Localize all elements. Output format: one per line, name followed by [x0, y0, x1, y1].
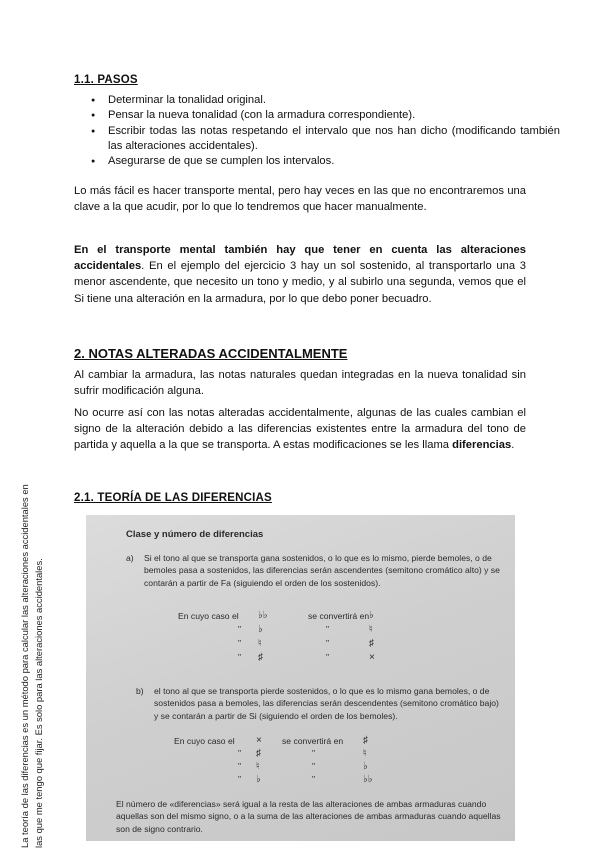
case-a-converts: se convertirá en: [308, 611, 370, 621]
ditto-mark: ": [238, 624, 242, 634]
ditto-mark: ": [326, 624, 330, 634]
double-sharp-symbol: ×: [256, 735, 262, 746]
paragraph-natural-notes: Al cambiar la armadura, las notas naturales quedan integradas en la nueva tonalidad sin sufrir modificación alguna.: [74, 369, 526, 398]
photo-heading: Clase y número de diferencias: [126, 529, 264, 540]
ditto-mark: ": [238, 748, 242, 758]
ditto-mark: ": [238, 652, 242, 662]
sharp-symbol: ♯: [363, 735, 368, 746]
ditto-mark: ": [238, 638, 242, 648]
photo-footer-text: El número de «diferencias» será igual a la resta de las alteraciones de ambas armaduras cuando aquellas son del mismo signo, o a la suma de las alteraciones de ambas armaduras cuando aquellas son de signo contrario.: [116, 799, 501, 834]
paragraph-mental-transport: Lo más fácil es hacer transporte mental, pero hay veces en las que no encontraremos una clave a la que acudir, por lo que lo tendremos que hacer manualmente.: [74, 185, 526, 214]
case-b-label: b): [136, 686, 144, 696]
section-2-1-title: 2.1. TEORÍA DE LAS DIFERENCIAS: [74, 492, 272, 504]
bold-term: diferencias: [452, 439, 512, 452]
paragraph-text: . En el ejemplo del ejercicio 3 hay un sol sostenido, al transportarlo una 3 menor ascendente, que necesito un tono y medio, y al subirlo una segunda, vemos que el Si tiene una alteración en la armadura, por lo que debo poner becuadro.: [74, 260, 526, 305]
bold-phrase: En el transporte mental también hay que tener en cuenta las alteraciones accidentales: [74, 244, 526, 273]
book-photo: [86, 515, 515, 841]
natural-symbol: ♮: [258, 638, 262, 649]
ditto-mark: ": [312, 761, 316, 771]
section-1-1-title: 1.1. PASOS: [74, 74, 138, 86]
list-item: ● Asegurarse de que se cumplen los intervalos.: [108, 154, 560, 169]
section-2-title: 2. NOTAS ALTERADAS ACCIDENTALMENTE: [74, 346, 348, 361]
sharp-symbol: ♯: [369, 638, 374, 649]
ditto-mark: ": [312, 748, 316, 758]
natural-symbol: ♮: [369, 624, 373, 635]
side-note-line: las que me tengo que fijar. Es solo para las alteraciones accidentales.: [33, 558, 44, 848]
paragraph-text: No ocurre así con las notas alteradas accidentalmente, algunas de las cuales cambian el signo de la alteración debido a las diferencias existentes entre la armadura del tono de partida y aquella a la que se transporta. A estas modificaciones se les llama: [74, 407, 526, 452]
case-b-text: el tono al que se transporta pierde sostenidos, o lo que es lo mismo gana bemoles, o de sostenidos pasa a bemoles, las diferencias serán descendentes (semitono cromático bajo) y se contarán a partir de Si (siguiendo el orden de los bemoles).: [154, 686, 499, 721]
case-b-table-head: En cuyo caso el: [174, 736, 235, 746]
flat-symbol: ♭: [258, 624, 263, 635]
list-item: ● Determinar la tonalidad original.: [108, 93, 560, 108]
flat-symbol: ♭: [369, 610, 374, 621]
ditto-mark: ": [238, 761, 242, 771]
sharp-symbol: ♯: [258, 652, 263, 663]
ditto-mark: ": [326, 638, 330, 648]
flat-symbol: ♭: [363, 761, 368, 772]
paragraph-accidentals: [74, 242, 526, 307]
case-a-table-head: En cuyo caso el: [178, 611, 239, 621]
list-item: ● Escribir todas las notas respetando el intervalo que nos han dicho (modificando también las alteraciones accidentales).: [108, 124, 560, 155]
flat-symbol: ♭: [256, 774, 261, 785]
case-a-text: Si el tono al que se transporta gana sostenidos, o lo que es lo mismo, pierde bemoles, o de bemoles pasa a sostenidos, las diferencias serán ascendentes (semitono cromático alto) y se contarán a partir de Fa (siguiendo el orden de los sostenidos).: [144, 553, 500, 588]
side-note-line: La teoría de las diferencias es un método para calcular las alteraciones accidentales en: [19, 484, 30, 848]
natural-symbol: ♮: [363, 748, 367, 759]
double-flat-symbol: ♭♭: [363, 774, 373, 785]
ditto-mark: ": [238, 774, 242, 784]
steps-list: [74, 93, 560, 169]
ditto-mark: ": [326, 652, 330, 662]
ditto-mark: ": [312, 774, 316, 784]
sharp-symbol: ♯: [256, 748, 261, 759]
case-a-label: a): [126, 553, 134, 563]
case-b-converts: se convertirá en: [282, 736, 344, 746]
flat-symbol: ♭♭: [258, 610, 268, 621]
paragraph-text: .: [511, 439, 515, 452]
natural-symbol: ♮: [256, 761, 260, 772]
list-item: ● Pensar la nueva tonalidad (con la armadura correspondiente).: [108, 108, 560, 123]
double-sharp-symbol: ×: [369, 652, 375, 663]
